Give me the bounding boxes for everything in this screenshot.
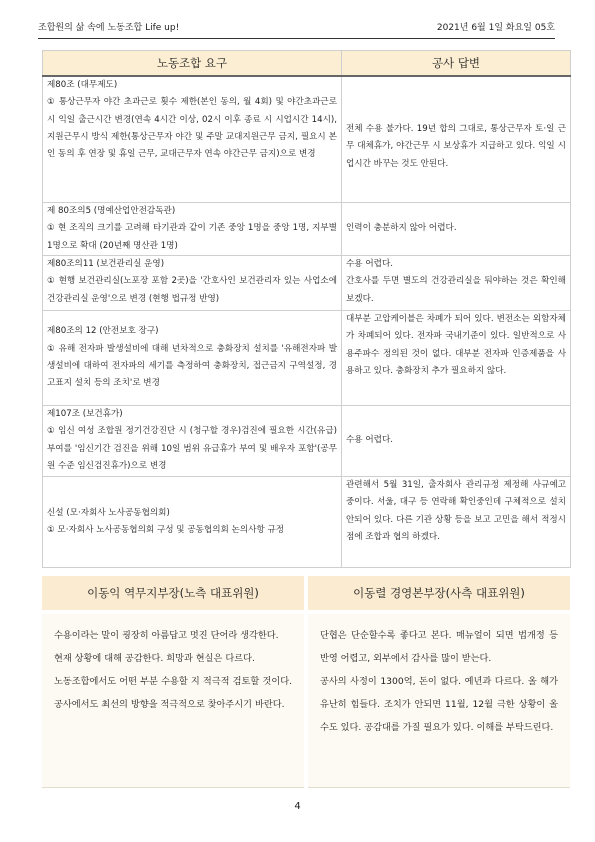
demands-table: [42, 50, 571, 568]
comment-paragraph: 단협은 단순할수록 좋다고 본다. 매뉴얼이 되면 법개정 등 반영 어렵고, 외부에서 감사를 많이 받는다.: [320, 630, 558, 664]
answer-text: 수용 어렵다.: [346, 435, 393, 446]
table-row: [43, 406, 571, 477]
article-body: ① 유해 전자파 발생설비에 대해 년차적으로 충화장치 설치를 '유해전자파 발생설비에 대하여 전자파의 세기를 측정하여 충화장치, 접근금지 구역설정, 경고표지 설치 등의 조치'로 변경: [47, 343, 337, 389]
answer-text: 전체 수용 불가다. 19년 합의 그대로, 통상근무자 토·일 근무 대체휴가, 야간근무 시 보상휴가 지급하고 있다. 익일 시업시간 바꾸는 것도 안된다.: [346, 124, 566, 169]
demand-cell: [43, 76, 342, 203]
article-body: ① 통상근무자 야간 초과근로 횟수 제한(본인 동의, 월 4회) 및 야간초과근로시 익일 출근시간 변경(연속 4시간 이상, 02시 이후 종료 시 시업시간 14시), 지원근무시 방식 제한(통상근무자 야간 및 주말 교대지원근무 금지, 필요시 본인 동의 후 연장 및 휴일 근무, 교대근무자 연속 야간근무 금지)으로 변경: [47, 97, 337, 160]
answer-cell: [342, 477, 571, 568]
demand-cell: [43, 406, 342, 477]
answer-cell: [342, 76, 571, 203]
representative-comments: [42, 576, 570, 788]
table-row: [43, 76, 571, 203]
article-body: ① 현 조직의 크기를 고려해 타기관과 같이 기존 중앙 1명을 중앙 1명, 지부별 1명으로 확대 (20년째 명산관 1명): [47, 223, 337, 251]
article-title: 제80조의 12 (안전보호 장구): [47, 326, 159, 337]
newsletter-slogan: 조합원의 삶 속에 노동조합 Life up!: [38, 23, 180, 33]
article-body: ① 모·자회사 노사공동협의회 구성 및 공동협의회 논의사항 규정: [47, 525, 285, 535]
article-title: 신설 (모·자회사 노사공동협의회): [47, 507, 170, 518]
demand-cell: [43, 203, 342, 256]
article-title: 제107조 (보건휴가): [47, 409, 123, 419]
answer-cell: [342, 203, 571, 256]
table-row: [43, 477, 571, 568]
table-row: [43, 256, 571, 311]
demand-cell: [43, 311, 342, 406]
answer-cell: [342, 311, 571, 406]
issue-date: 2021년 6월 1일 화요일 05호: [436, 23, 555, 33]
page-number: 4: [294, 801, 301, 812]
answer-text: 관련해서 5월 31일, 출자회사 관리규정 제정해 사규예고 중이다. 서울, 대구 등 연락해 확인중인데 구체적으로 설치안되어 있다. 다른 기관 상황 등을 보고 고민을 해서 적정시점에 조합과 협의 하겠다.: [346, 480, 566, 542]
answer-text: 수용 어렵다. 간호사를 두면 별도의 건강관리실을 둬야하는 것은 확인해보겠다.: [346, 259, 566, 304]
union-representative-name: 이동익 역무지부장(노측 대표위원): [42, 576, 304, 610]
answer-cell: [342, 256, 571, 311]
column-header-union: 노동조합 요구: [43, 51, 342, 77]
company-representative-name: 이동렬 경영본부장(사측 대표위원): [308, 576, 570, 610]
article-body: ① 현행 보건관리실(노포장 포함 2곳)을 '간호사인 보건관리자 있는 사업소에 건강관리실 운영'으로 변경 (현행 법규정 반영): [47, 276, 337, 304]
article-title: 제80조의11 (보건관리실 운영): [47, 259, 165, 269]
company-representative-comment: [308, 576, 570, 788]
union-comment-body: [42, 614, 304, 788]
page-header: [38, 20, 555, 39]
article-title: 제80조 (대무제도): [47, 80, 118, 90]
comment-paragraph: 노동조합에서도 어떤 부분 수용할 지 적극적 검토할 것이다. 공사에서도 최선의 방향을 적극적으로 찾아주시기 바란다.: [54, 676, 292, 710]
article-title: 제 80조의5 (명예산업안전감독관): [47, 206, 176, 216]
comment-paragraph: 현재 상황에 대해 공감한다. 희망과 현실은 다르다.: [54, 653, 255, 664]
column-header-company: 공사 답변: [342, 51, 571, 77]
table-row: [43, 203, 571, 256]
answer-text: 인력이 충분하지 않아 어렵다.: [346, 223, 457, 234]
demand-cell: [43, 256, 342, 311]
article-body: ① 임신 여성 조합원 정기건강진단 시 (청구할 경우)검진에 필요한 시간(유급) 부여를 '임신기간 검진을 위해 10일 범위 유급휴가 부여 및 배우자 포함'(공무원 수준 임신검진휴가)으로 변경: [47, 426, 337, 471]
table-row: [43, 311, 571, 406]
answer-text: 대부분 고압케이블은 차폐가 되어 있다. 변전소는 외함자체가 차폐되어 있다. 전자파 국내기준이 있다. 일반적으로 사용주파수 정의된 것이 없다. 대부분 전자파 인증제품을 사용하고 있다. 충화장치 추가 필요하지 않다.: [346, 314, 566, 376]
company-comment-body: [308, 614, 570, 788]
demand-cell: [43, 477, 342, 568]
answer-cell: [342, 406, 571, 477]
comment-paragraph: 공사의 사정이 1300억, 돈이 없다. 예년과 다르다. 올 해가 유난히 힘들다. 조치가 안되면 11월, 12월 극한 상황이 올수도 있다. 공감대를 가질 필요가 있다. 이해를 부탁드린다.: [320, 676, 558, 733]
comment-paragraph: 수용이라는 말이 굉장히 아름답고 멋진 단어라 생각한다.: [54, 630, 279, 641]
union-representative-comment: [42, 576, 304, 788]
